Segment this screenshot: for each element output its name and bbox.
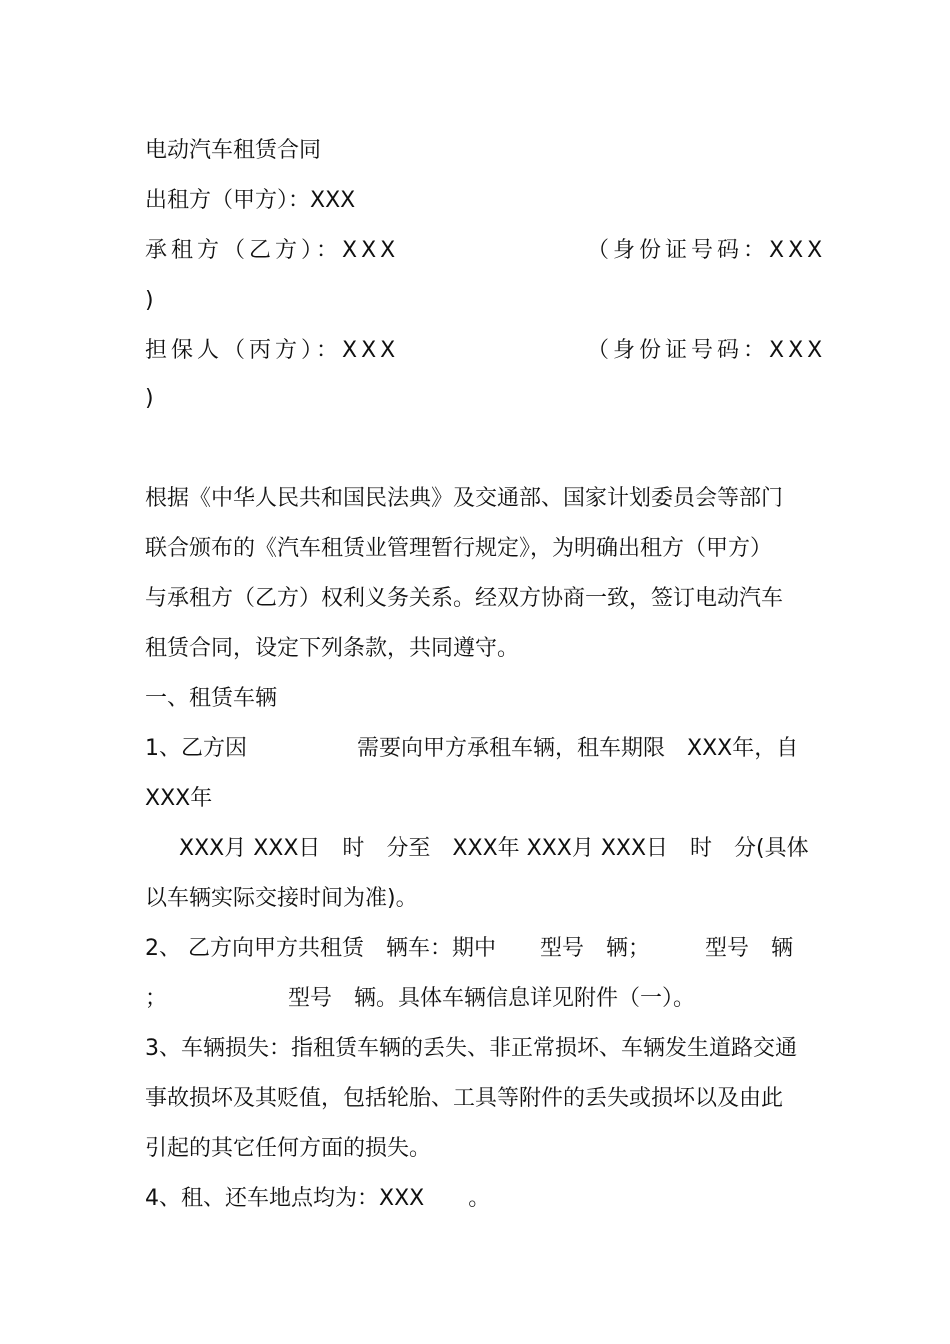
clause-2-line: ； 型号 辆。具体车辆信息详见附件（一）。 [145,986,696,1011]
preamble-line: 根据《中华人民共和国民法典》及交通部、国家计划委员会等部门 [145,486,784,511]
guarantor-label: 担保人（丙方）：XXX [145,338,400,363]
preamble-line: 与承租方（乙方）权利义务关系。经双方协商一致，签订电动汽车 [145,586,784,611]
preamble-line: 租赁合同，设定下列条款，共同遵守。 [145,636,520,661]
guarantor-id-label: （身份证号码：XXX [587,338,827,363]
clause-3-line: 引起的其它任何方面的损失。 [145,1136,432,1161]
clause-1-line: 1、乙方因 需要向甲方承租车辆，租车期限 XXX年，自 [145,736,799,761]
lessee-close-paren: ) [145,288,154,313]
clause-1-line: 以车辆实际交接时间为准)。 [145,886,418,911]
section-heading-rental-vehicles: 一、租赁车辆 [145,686,278,711]
clause-4-line: 4、租、还车地点均为：XXX 。 [145,1186,491,1211]
lessor-line: 出租方（甲方）：XXX [145,188,356,213]
lessee-label: 承租方（乙方）：XXX [145,238,400,263]
clause-3-line: 3、车辆损失：指租赁车辆的丢失、非正常损坏、车辆发生道路交通 [145,1036,797,1061]
clause-3-line: 事故损坏及其贬值，包括轮胎、工具等附件的丢失或损坏以及由此 [145,1086,784,1111]
clause-1-line: XXX月 XXX日 时 分至 XXX年 XXX月 XXX日 时 分(具体 [179,836,809,861]
lessee-line [145,236,827,266]
guarantor-close-paren: ) [145,386,154,411]
clause-2-line: 2、 乙方向甲方共租赁 辆车：期中 型号 辆； 型号 辆 [145,936,793,961]
clause-1-line: XXX年 [145,786,213,811]
preamble-line: 联合颁布的《汽车租赁业管理暂行规定》，为明确出租方（甲方） [145,536,773,561]
document-title: 电动汽车租赁合同 [145,138,322,163]
guarantor-line [145,336,827,366]
lessee-id-label: （身份证号码：XXX [587,238,827,263]
